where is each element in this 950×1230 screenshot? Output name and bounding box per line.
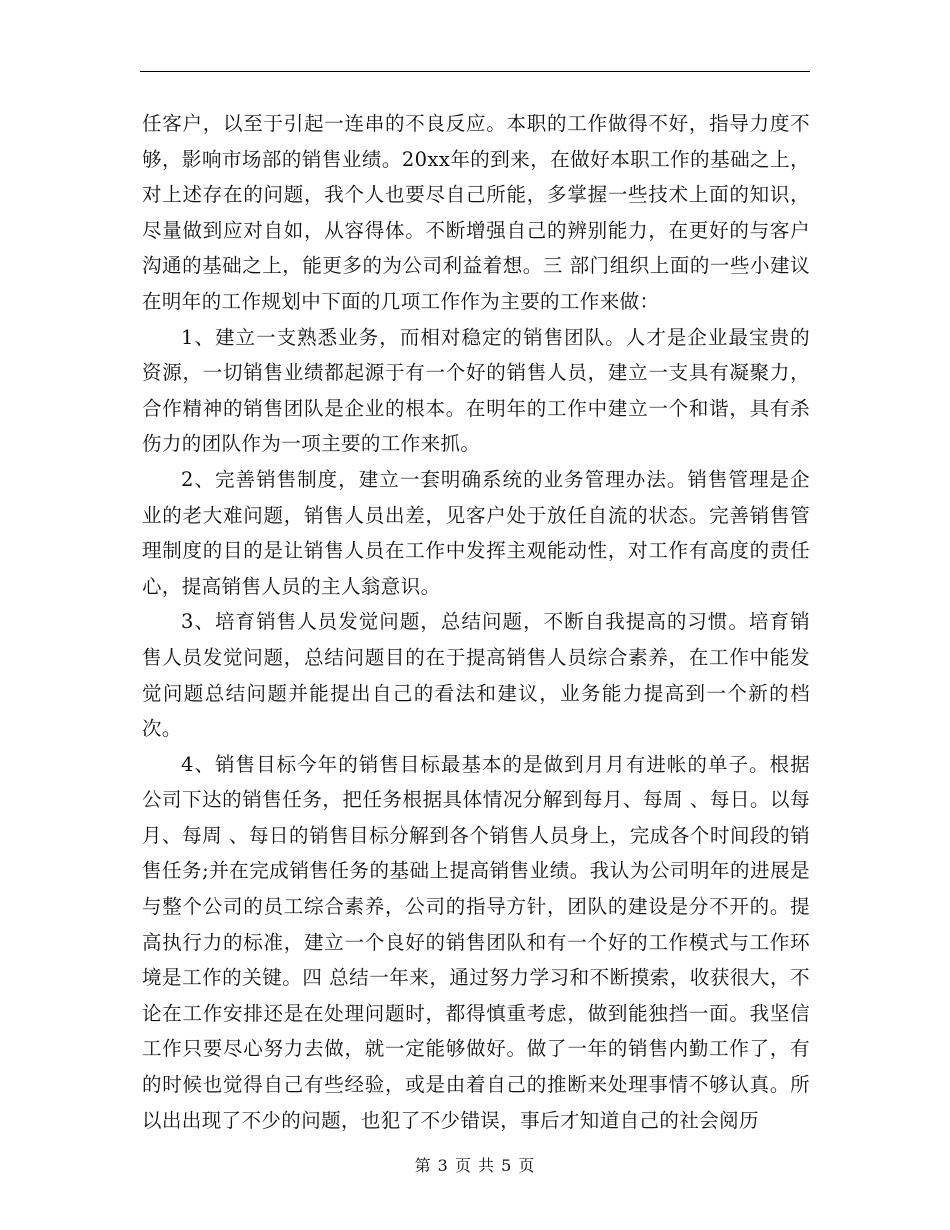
header-rule (140, 71, 810, 72)
paragraph-continuation: 任客户，以至于引起一连串的不良反应。本职的工作做得不好，指导力度不够，影响市场部的销售业绩。20xx年的到来，在做好本职工作的基础之上，对上述存在的问题，我个人也要尽自己所能，多掌握一些技术上面的知识，尽量做到应对自如，从容得体。不断增强自己的辨别能力，在更好的与客户沟通的基础之上，能更多的为公司利益着想。三 部门组织上面的一些小建议在明年的工作规划中下面的几项工作作为主要的工作来做： (142, 112, 810, 313)
paragraph-item-4: 4、销售目标今年的销售目标最基本的是做到月月有进帐的单子。根据公司下达的销售任务，把任务根据具体情况分解到每月、每周 、每日。以每月、每周 、每日的销售目标分解到各个销售人员身上，完成各个时间段的销售任务;并在完成销售任务的基础上提高销售业绩。我认为公司明年的进展是与整个公司的员工综合素养，公司的指导方针，团队的建设是分不开的。提高执行力的标准，建立一个良好的销售团队和有一个好的工作模式与工作环境是工作的关键。四 总结一年来，通过努力学习和不断摸索，收获很大，不论在工作安排还是在处理问题时，都得慎重考虑，做到能独挡一面。我坚信工作只要尽心努力去做，就一定能够做好。做了一年的销售内勤工作了，有的时候也觉得自己有些经验，或是由着自己的推断来处理事情不够认真。所以出出现了不少的问题，也犯了不少错误，事后才知道自己的社会阅历 (142, 752, 810, 1132)
paragraph-item-1: 1、建立一支熟悉业务，而相对稳定的销售团队。人才是企业最宝贵的资源，一切销售业绩都起源于有一个好的销售人员，建立一支具有凝聚力，合作精神的销售团队是企业的根本。在明年的工作中建立一个和谐，具有杀伤力的团队作为一项主要的工作来抓。 (142, 325, 810, 456)
page-number: 第 3 页 共 5 页 (414, 1156, 536, 1175)
document-body (142, 106, 810, 1138)
paragraph-item-3: 3、培育销售人员发觉问题，总结问题，不断自我提高的习惯。培育销售人员发觉问题，总结问题目的在于提高销售人员综合素养，在工作中能发觉问题总结问题并能提出自己的看法和建议，业务能力提高到一个新的档次。 (142, 610, 810, 741)
paragraph-item-2: 2、完善销售制度，建立一套明确系统的业务管理办法。销售管理是企业的老大难问题，销售人员出差，见客户处于放任自流的状态。完善销售管理制度的目的是让销售人员在工作中发挥主观能动性，对工作有高度的责任心，提高销售人员的主人翁意识。 (142, 467, 810, 598)
